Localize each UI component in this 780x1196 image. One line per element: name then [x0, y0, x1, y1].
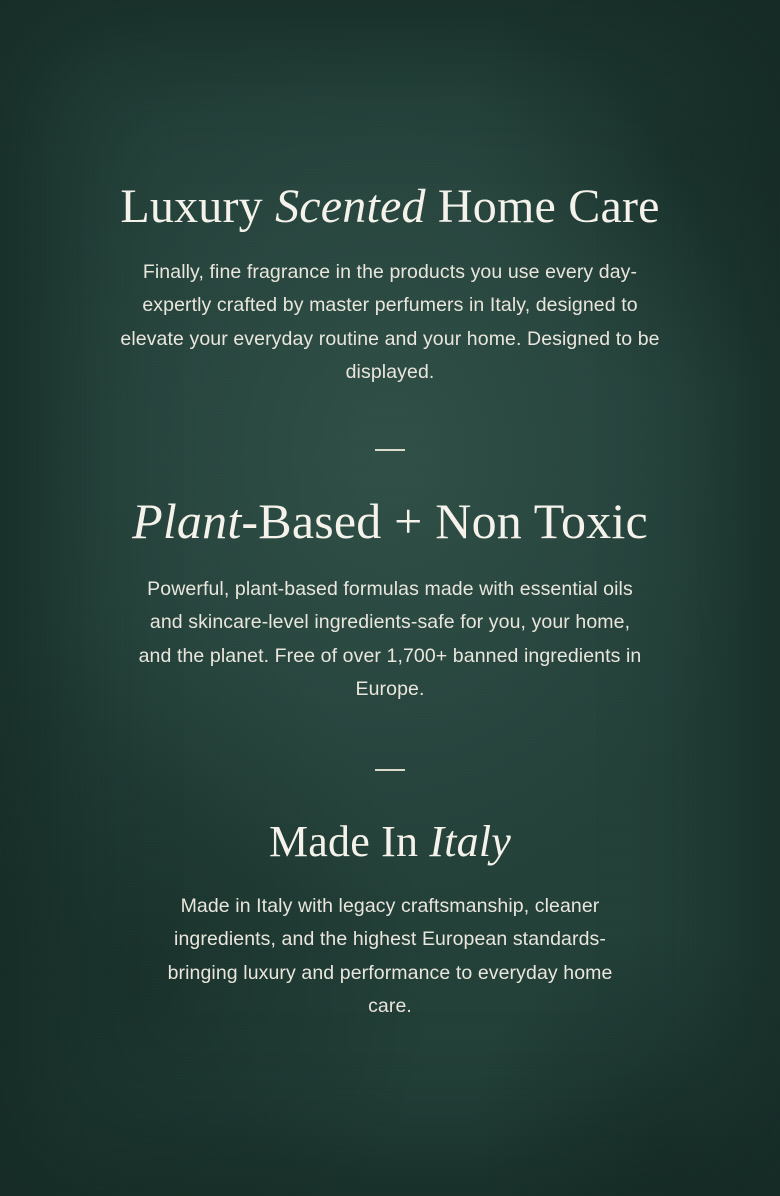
section-made-in-italy	[60, 771, 720, 1024]
headline-text-tail: -Based + Non Toxic	[241, 492, 648, 549]
section-headline	[60, 492, 720, 549]
headline-text-lead: Luxury	[120, 180, 276, 233]
section-plant-based-non-toxic	[60, 451, 720, 707]
headline-text-tail: Home Care	[425, 180, 660, 233]
headline-text-emphasis: Italy	[429, 816, 512, 866]
headline-text-emphasis: Plant	[132, 492, 242, 549]
section-body: Powerful, plant-based formulas made with essential oils and skincare-level ingredients-safe for you, your home, and the planet. Free of over 1,700+ banned ingredients in Europe.	[138, 577, 642, 701]
headline-text-lead: Made In	[268, 816, 430, 866]
headline-text-emphasis: Scented	[275, 180, 426, 233]
section-luxury-scented-home-care	[60, 0, 720, 390]
section-headline	[60, 182, 720, 233]
section-headline	[60, 816, 720, 866]
section-body: Made in Italy with legacy craftsmanship, cleaner ingredients, and the highest European standards-bringing luxury and performance to everyday home care.	[167, 894, 613, 1017]
section-body: Finally, fine fragrance in the products you use every day-expertly crafted by master perfumers in Italy, designed to elevate your everyday routine and your home. Designed to be displayed.	[120, 260, 660, 384]
